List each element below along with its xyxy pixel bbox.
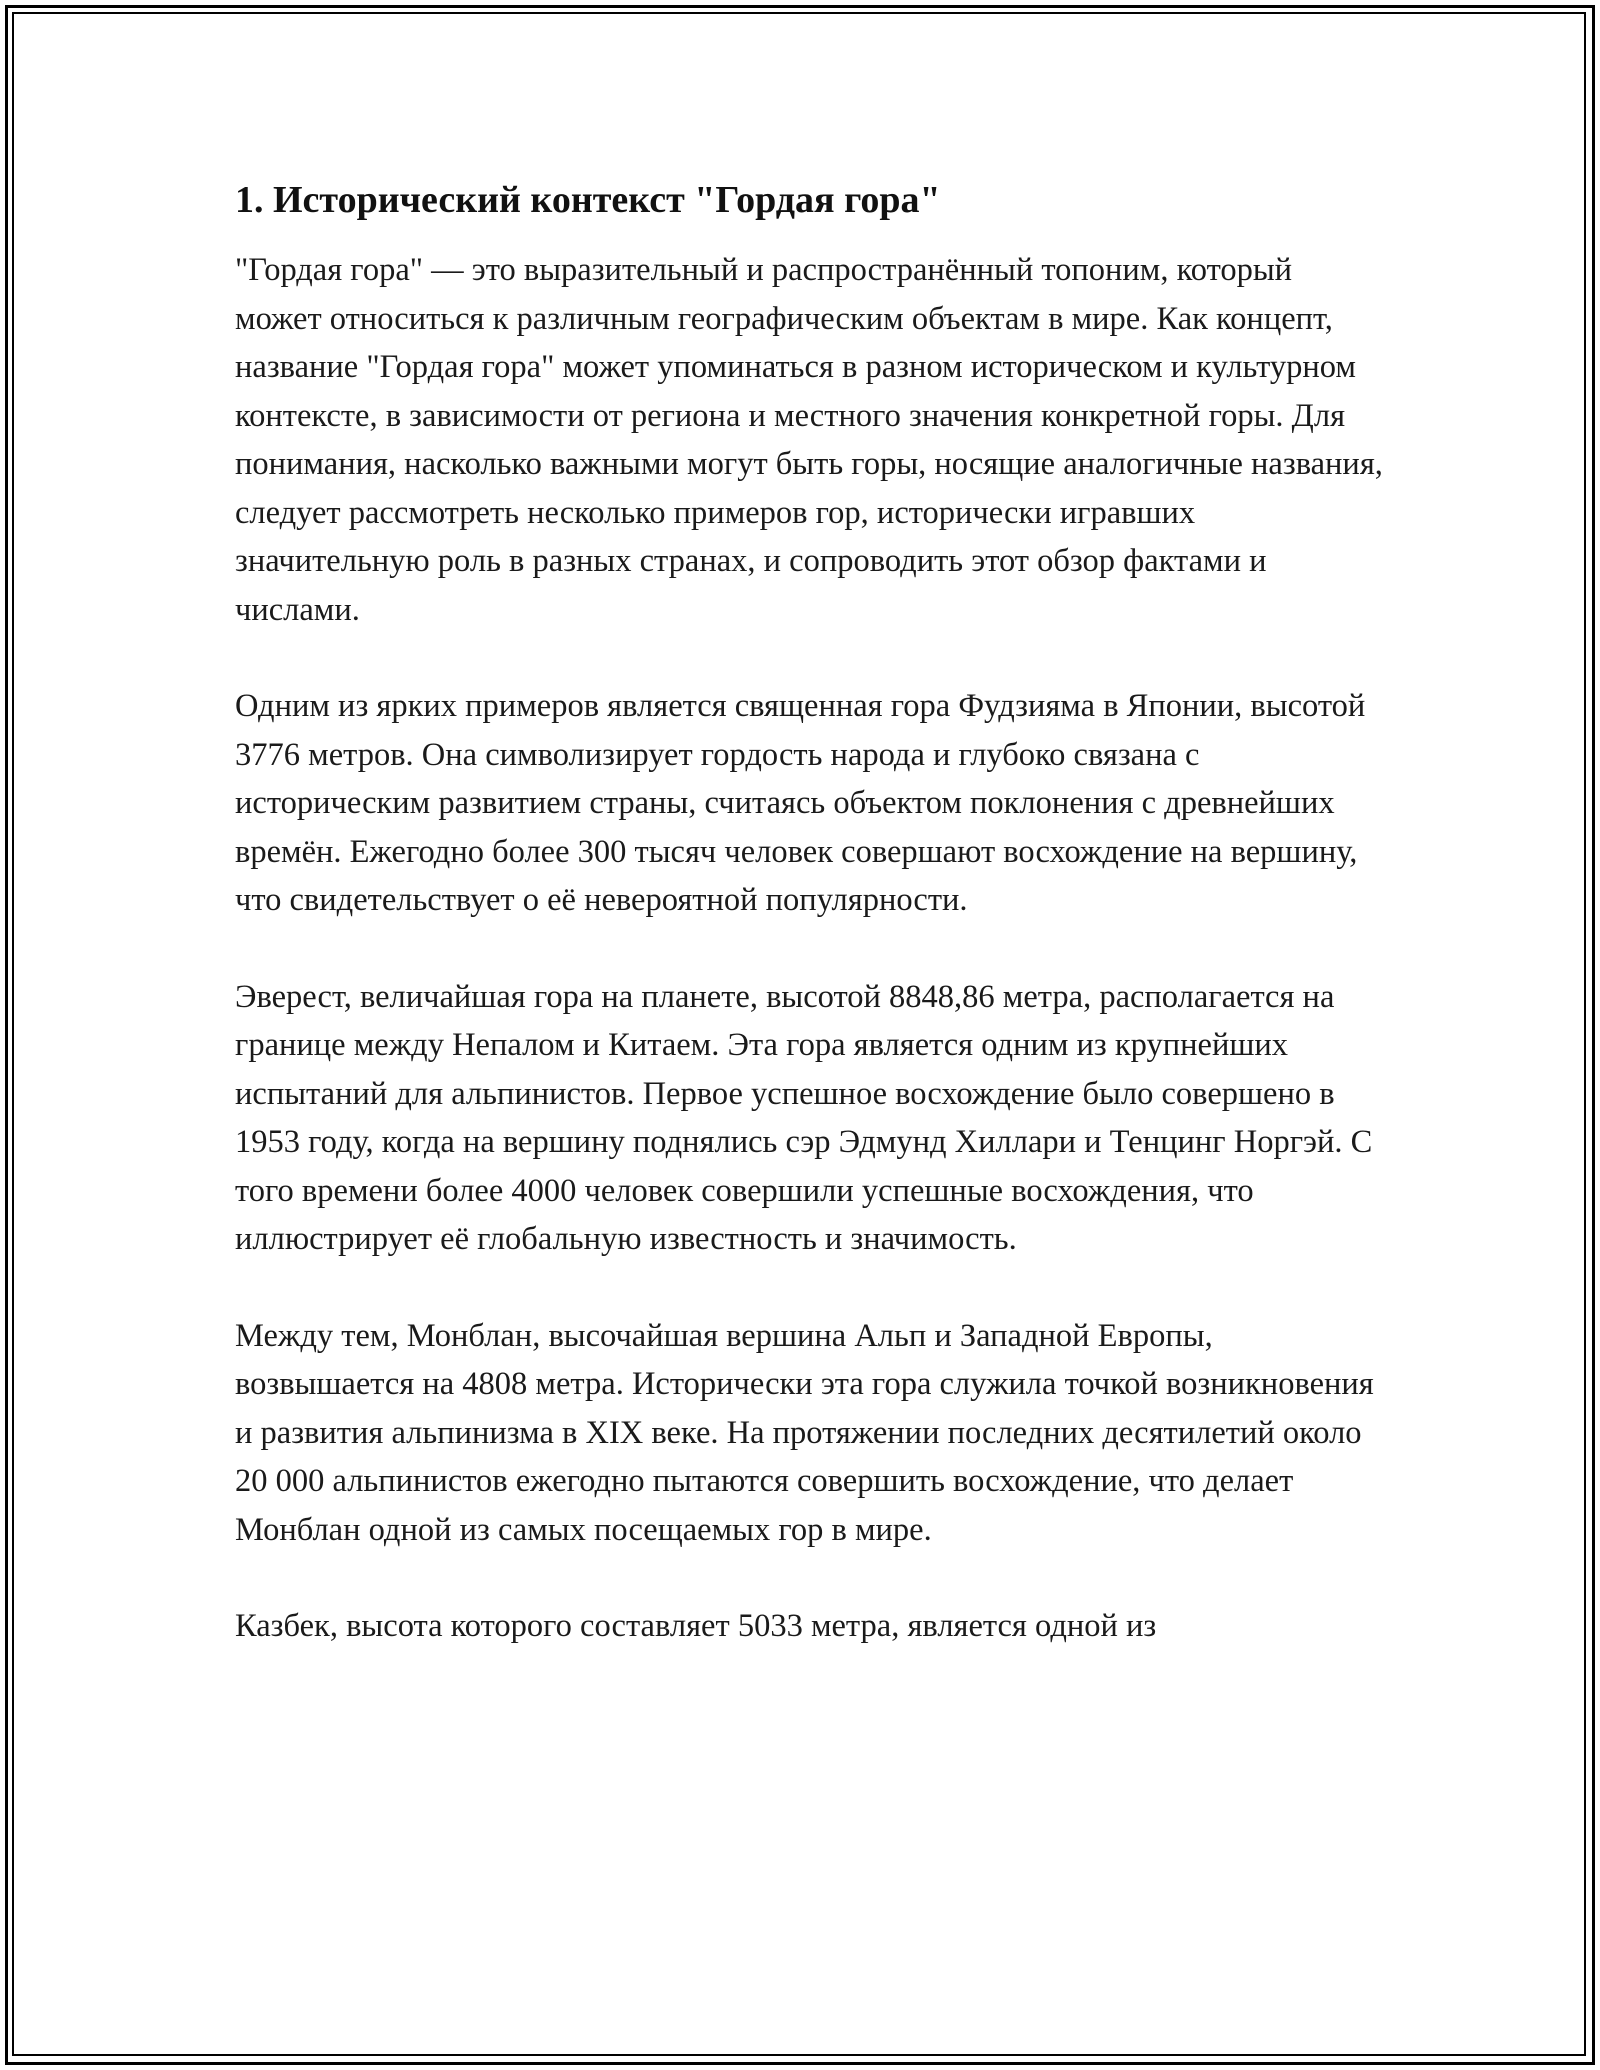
paragraph-intro: "Гордая гора" — это выразительный и распространённый топоним, который может относиться к различным географическим объектам в мире. Как концепт, название "Гордая гора" может упоминаться в разном историческом и культурном контексте, в зависимости от региона и местного значения конкретной горы. Для понимания, насколько важными могут быть горы, носящие аналогичные названия, следует рассмотреть несколько примеров гор, исторически игравших значительную роль в разных странах, и сопроводить этот обзор фактами и числами. [235, 252, 1383, 628]
document-body [235, 176, 1385, 1699]
paragraph-kazbek: Казбек, высота которого составляет 5033 метра, является одной из [235, 1608, 1157, 1644]
section-heading: 1. Исторический контекст "Гордая гора" [235, 179, 941, 221]
paragraph-everest: Эверест, величайшая гора на планете, высотой 8848,86 метра, располагается на границе между Непалом и Китаем. Эта гора является одним из крупнейших испытаний для альпинистов. Первое успешное восхождение было совершено в 1953 году, когда на вершину поднялись сэр Эдмунд Хиллари и Тенцинг Норгэй. С того времени более 4000 человек совершили успешные восхождения, что иллюстрирует её глобальную известность и значимость. [235, 978, 1373, 1257]
paragraph-montblanc: Между тем, Монблан, высочайшая вершина Альп и Западной Европы, возвышается на 4808 метра. Исторически эта гора служила точкой возникновения и развития альпинизма в XIX веке. На протяжении последних десятилетий около 20 000 альпинистов ежегодно пытаются совершить восхождение, что делает Монблан одной из самых посещаемых гор в мире. [235, 1317, 1374, 1548]
paragraph-fuji: Одним из ярких примеров является священная гора Фудзияма в Японии, высотой 3776 метров. Она символизирует гордость народа и глубоко связана с историческим развитием страны, считаясь объектом поклонения с древнейших времён. Ежегодно более 300 тысяч человек совершают восхождение на вершину, что свидетельствует о её невероятной популярности. [235, 688, 1366, 918]
